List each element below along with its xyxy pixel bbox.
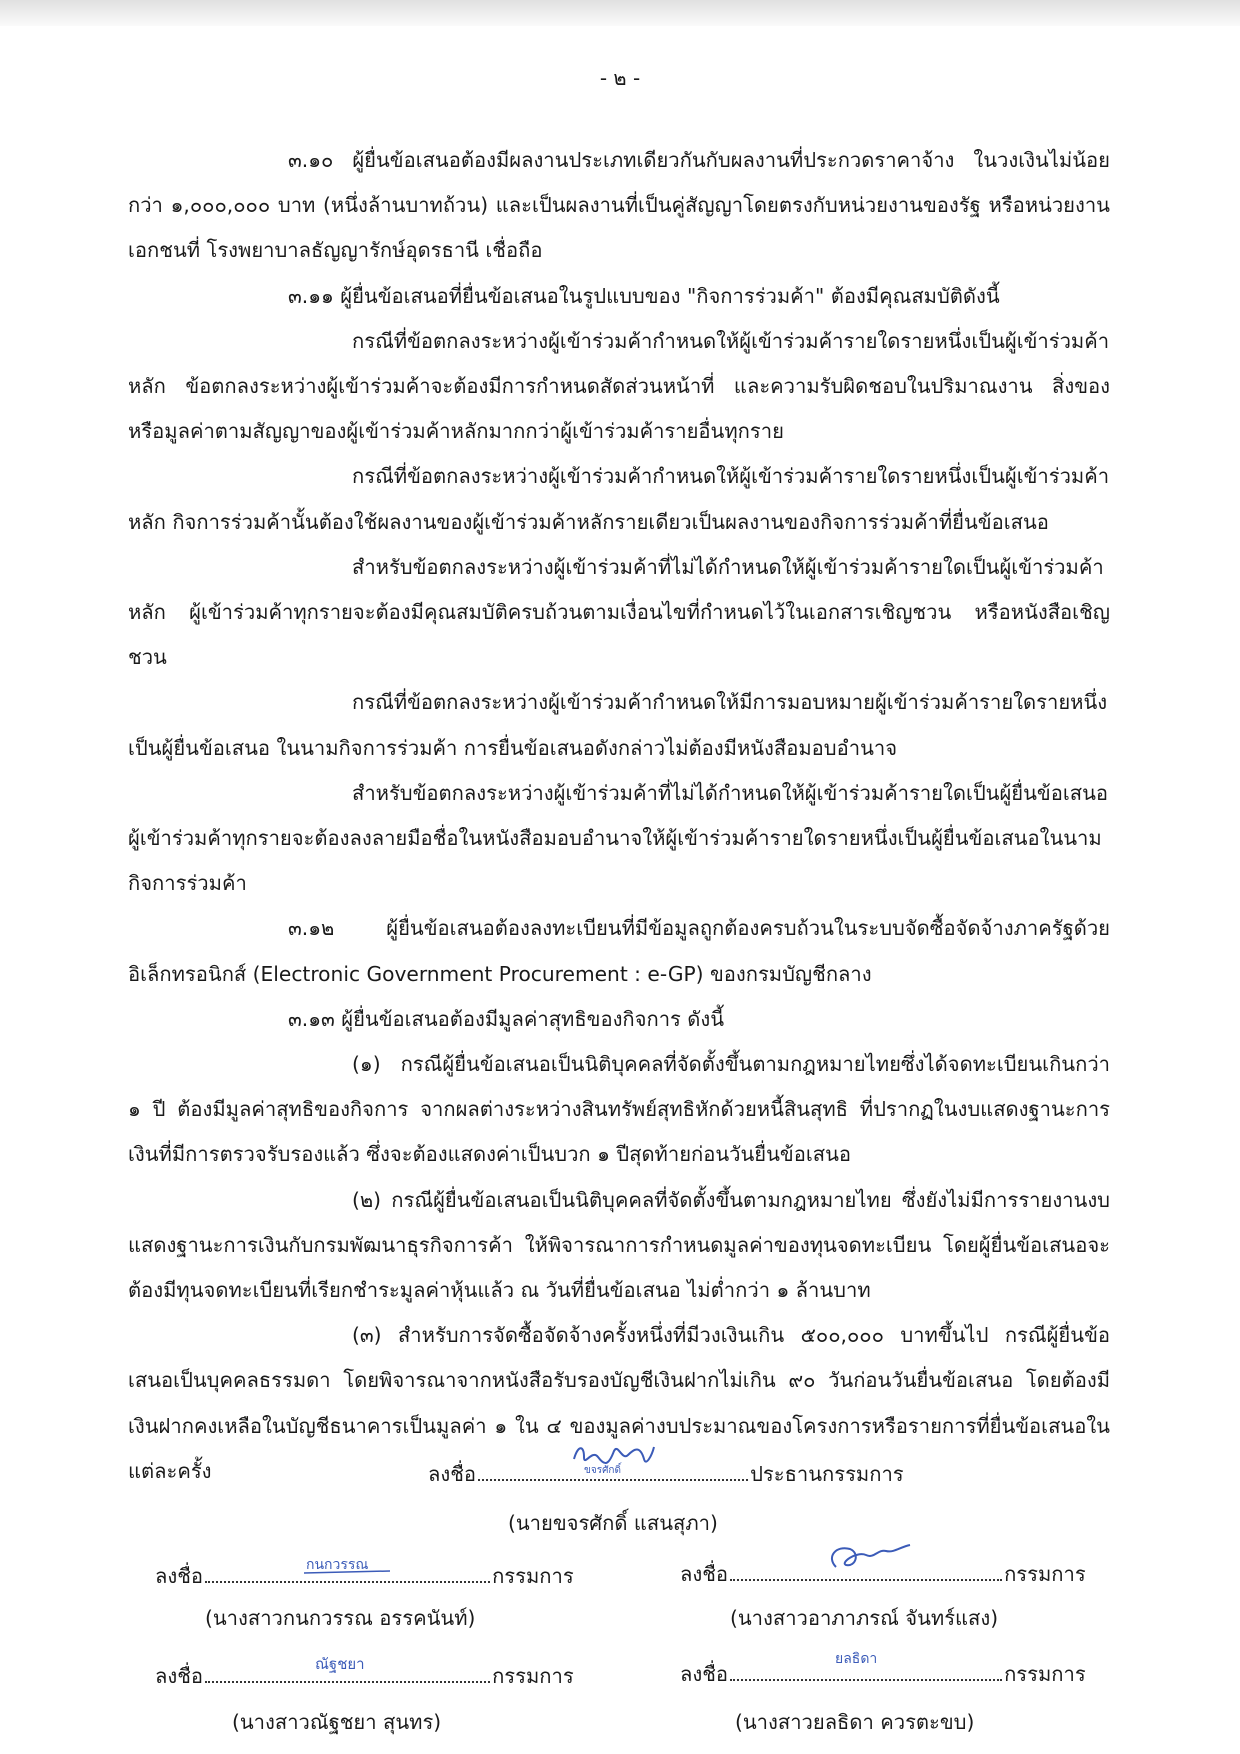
member-2-signature-scribble-icon <box>816 1537 916 1577</box>
member-1-name: (นางสาวกนกวรรณ อรรคนันท์) <box>205 1606 476 1630</box>
paragraph-3-12: ๓.๑๒ ผู้ยื่นข้อเสนอต้องลงทะเบียนที่มีข้อมูลถูกต้องครบถ้วนในระบบจัดซื้อจัดจ้างภาครัฐด้วยอิเล็กทรอนิกส์ (Electronic Government Procurement : e-GP) ของกรมบัญชีกลาง <box>128 916 1110 986</box>
member-1-signature-scribble-icon <box>298 1549 398 1579</box>
document-body <box>128 138 1110 1494</box>
paragraph-3-11: ๓.๑๑ ผู้ยื่นข้อเสนอที่ยื่นข้อเสนอในรูปแบบของ "กิจการร่วมค้า" ต้องมีคุณสมบัติดังนี้ <box>288 283 1000 308</box>
paragraph-jv-lead-experience: กรณีที่ข้อตกลงระหว่างผู้เข้าร่วมค้ากำหนดให้ผู้เข้าร่วมค้ารายใดรายหนึ่งเป็นผู้เข้าร่วมค้าหลัก กิจการร่วมค้านั้นต้องใช้ผลงานของผู้เข้าร่วมค้าหลักรายเดียวเป็นผลงานของกิจการร่วมค้าที่ยื่นข้อเสนอ <box>128 464 1110 534</box>
signature-line-chair <box>428 1458 904 1490</box>
signature-line-member-2 <box>680 1558 1086 1590</box>
chair-role: ประธานกรรมการ <box>750 1462 904 1486</box>
signature-line-member-4 <box>680 1651 1086 1690</box>
sign-label: ลงชื่อ <box>680 1662 729 1686</box>
paragraph-jv-no-lead: สำหรับข้อตกลงระหว่างผู้เข้าร่วมค้าที่ไม่ได้กำหนดให้ผู้เข้าร่วมค้ารายใดเป็นผู้เข้าร่วมค้าหลัก ผู้เข้าร่วมค้าทุกรายจะต้องมีคุณสมบัติครบถ้วนตามเงื่อนไขที่กำหนดไว้ในเอกสารเชิญชวน หรือหนังสือเชิญชวน <box>128 554 1110 670</box>
chair-signature-scribble-icon <box>568 1437 658 1477</box>
paragraph-3-10: ๓.๑๐ ผู้ยื่นข้อเสนอต้องมีผลงานประเภทเดียวกันกับผลงานที่ประกวดราคาจ้าง ในวงเงินไม่น้อยกว่า ๑,๐๐๐,๐๐๐ บาท (หนึ่งล้านบาทถ้วน) และเป็นผลงานที่เป็นคู่สัญญาโดยตรงกับหน่วยงานของรัฐ หรือหน่วยงานเอกชนที่ โรงพยาบาลธัญญารักษ์อุดรธานี เชื่อถือ <box>128 148 1110 263</box>
paragraph-jv-lead-share: กรณีที่ข้อตกลงระหว่างผู้เข้าร่วมค้ากำหนดให้ผู้เข้าร่วมค้ารายใดรายหนึ่งเป็นผู้เข้าร่วมค้าหลัก ข้อตกลงระหว่างผู้เข้าร่วมค้าจะต้องมีการกำหนดสัดส่วนหน้าที่ และความรับผิดชอบในปริมาณงาน สิ่งของ หรือมูลค่าตามสัญญาของผู้เข้าร่วมค้าหลักมากกว่าผู้เข้าร่วมค้ารายอื่นทุกราย <box>128 328 1110 444</box>
svg-text:ขจรศักดิ์: ขจรศักดิ์ <box>584 1465 622 1476</box>
sign-label: ลงชื่อ <box>155 1564 204 1588</box>
member-3-role: กรรมการ <box>492 1664 574 1688</box>
paragraph-jv-power-of-attorney: สำหรับข้อตกลงระหว่างผู้เข้าร่วมค้าที่ไม่ได้กำหนดให้ผู้เข้าร่วมค้ารายใดเป็นผู้ยื่นข้อเสนอ ผู้เข้าร่วมค้าทุกรายจะต้องลงลายมือชื่อในหนังสือมอบอำนาจให้ผู้เข้าร่วมค้ารายใดรายหนึ่งเป็นผู้ยื่นข้อเสนอในนามกิจการร่วมค้า <box>128 780 1108 896</box>
page-number: - ๒ - <box>599 66 641 90</box>
member-3-signature-scribble-icon <box>303 1649 393 1679</box>
member-2-role: กรรมการ <box>1004 1562 1086 1586</box>
paragraph-3-13-2: (๒) กรณีผู้ยื่นข้อเสนอเป็นนิติบุคคลที่จัดตั้งขึ้นตามกฎหมายไทย ซึ่งยังไม่มีการรายงานงบแสดงฐานะการเงินกับกรมพัฒนาธุรกิจการค้า ให้พิจารณาการกำหนดมูลค่าของทุนจดทะเบียน โดยผู้ยื่นข้อเสนอจะต้องมีทุนจดทะเบียนที่เรียกชำระมูลค่าหุ้นแล้ว ณ วันที่ยื่นข้อเสนอ ไม่ต่ำกว่า ๑ ล้านบาท <box>128 1187 1110 1303</box>
paragraph-3-13-1: (๑) กรณีผู้ยื่นข้อเสนอเป็นนิติบุคคลที่จัดตั้งขึ้นตามกฎหมายไทยซึ่งได้จดทะเบียนเกินกว่า ๑ ปี ต้องมีมูลค่าสุทธิของกิจการ จากผลต่างระหว่างสินทรัพย์สุทธิหักด้วยหนี้สินสุทธิ ที่ปรากฏในงบแสดงฐานะการเงินที่มีการตรวจรับรองแล้ว ซึ่งจะต้องแสดงค่าเป็นบวก ๑ ปีสุดท้ายก่อนวันยื่นข้อเสนอ <box>128 1052 1110 1167</box>
paragraph-jv-assigned-bidder: กรณีที่ข้อตกลงระหว่างผู้เข้าร่วมค้ากำหนดให้มีการมอบหมายผู้เข้าร่วมค้ารายใดรายหนึ่งเป็นผู้ยื่นข้อเสนอ ในนามกิจการร่วมค้า การยื่นข้อเสนอดังกล่าวไม่ต้องมีหนังสือมอบอำนาจ <box>128 690 1108 760</box>
scan-edge <box>0 0 1240 26</box>
sign-label: ลงชื่อ <box>155 1664 204 1688</box>
svg-text:ยลธิดา: ยลธิดา <box>835 1651 878 1667</box>
member-3-name: (นางสาวณัฐชยา สุนทร) <box>232 1710 442 1734</box>
signature-dots <box>205 1655 490 1683</box>
member-4-signature-scribble-icon <box>821 1647 911 1677</box>
member-1-role: กรรมการ <box>492 1564 574 1588</box>
sign-label: ลงชื่อ <box>428 1462 477 1486</box>
signature-dots <box>478 1461 748 1481</box>
signature-dots <box>730 1561 1002 1581</box>
paragraph-3-13: ๓.๑๓ ผู้ยื่นข้อเสนอต้องมีมูลค่าสุทธิของกิจการ ดังนี้ <box>288 1006 725 1031</box>
svg-text:ณัฐชยา: ณัฐชยา <box>314 1655 365 1673</box>
paragraph-3-13-3: (๓) สำหรับการจัดซื้อจัดจ้างครั้งหนึ่งที่มีวงเงินเกิน ๕๐๐,๐๐๐ บาทขึ้นไป กรณีผู้ยื่นข้อเสนอเป็นบุคคลธรรมดา โดยพิจารณาจากหนังสือรับรองบัญชีเงินฝากไม่เกิน ๙๐ วันก่อนวันยื่นข้อเสนอ โดยต้องมีเงินฝากคงเหลือในบัญชีธนาคารเป็นมูลค่า ๑ ใน ๔ ของมูลค่างบประมาณของโครงการหรือรายการที่ยื่นข้อเสนอในแต่ละครั้ง <box>128 1323 1110 1483</box>
member-4-role: กรรมการ <box>1004 1662 1086 1686</box>
chair-name: (นายขจรศักดิ์ แสนสุภา) <box>508 1511 718 1535</box>
member-2-name: (นางสาวอาภาภรณ์ จันทร์แสง) <box>730 1606 999 1630</box>
signature-line-member-1 <box>155 1557 574 1592</box>
svg-text:กนกวรรณ: กนกวรรณ <box>305 1557 368 1573</box>
member-4-name: (นางสาวยลธิดา ควรตะขบ) <box>735 1710 975 1734</box>
signature-line-member-3 <box>155 1655 574 1692</box>
signature-dots <box>205 1557 490 1583</box>
sign-label: ลงชื่อ <box>680 1562 729 1586</box>
signature-dots <box>730 1651 1002 1681</box>
